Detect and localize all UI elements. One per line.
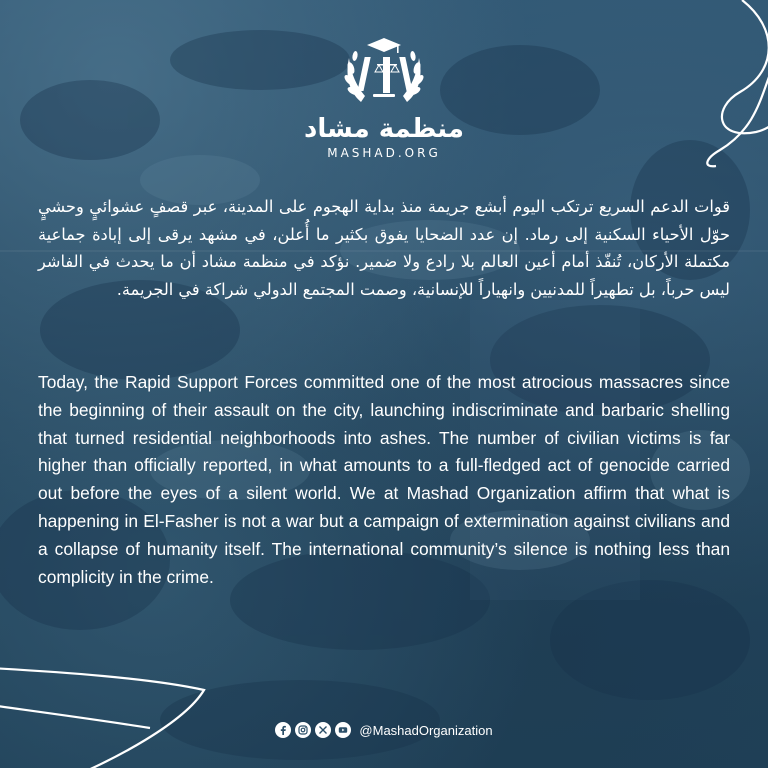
- brand-name: منظمة مشاد: [304, 114, 464, 144]
- instagram-icon[interactable]: [295, 722, 311, 738]
- brand-logo: [0, 32, 768, 160]
- facebook-icon[interactable]: [275, 722, 291, 738]
- youtube-icon[interactable]: [335, 722, 351, 738]
- social-handle[interactable]: @MashadOrganization: [359, 722, 493, 738]
- laurel-scales-emblem-icon: [339, 32, 429, 108]
- brand-url: MASHAD.ORG: [327, 146, 441, 160]
- social-footer: [0, 720, 768, 740]
- statement-english: Today, the Rapid Support Forces committed one of the most atrocious massacres since the beginning of their assault on the city, launching indiscriminate and barbaric shelling that turned residential neighborhoods into ashes. The number of civilian victims is far higher than officially reported, in what amounts to a full-fledged act of genocide carried out before the eyes of a silent world. We at Mashad Organization affirm that what is happening in El-Fasher is not a war but a campaign of extermination against civilians and a collapse of humanity itself. The international community’s silence is nothing less than complicity in the crime.: [38, 372, 730, 587]
- statement-arabic: قوات الدعم السريع ترتكب اليوم أبشع جريمة منذ بداية الهجوم على المدينة، عبر قصفٍ عشوائيٍ وحشيٍ حوّل الأحياء السكنية إلى رماد. إن عدد الضحايا يفوق بكثير ما أُعلن، في مشهد يرقى إلى إبادة جماعية مكتملة الأركان، تُنفّذ أمام أعين العالم بلا رادع ولا ضمير. نؤكد في منظمة مشاد أن ما يحدث في الفاشر ليس حرباً، بل تطهيراً للمدنيين وانهياراً للإنسانية، وصمت المجتمع الدولي شراكة في الجريمة.: [38, 197, 730, 299]
- x-icon[interactable]: [315, 722, 331, 738]
